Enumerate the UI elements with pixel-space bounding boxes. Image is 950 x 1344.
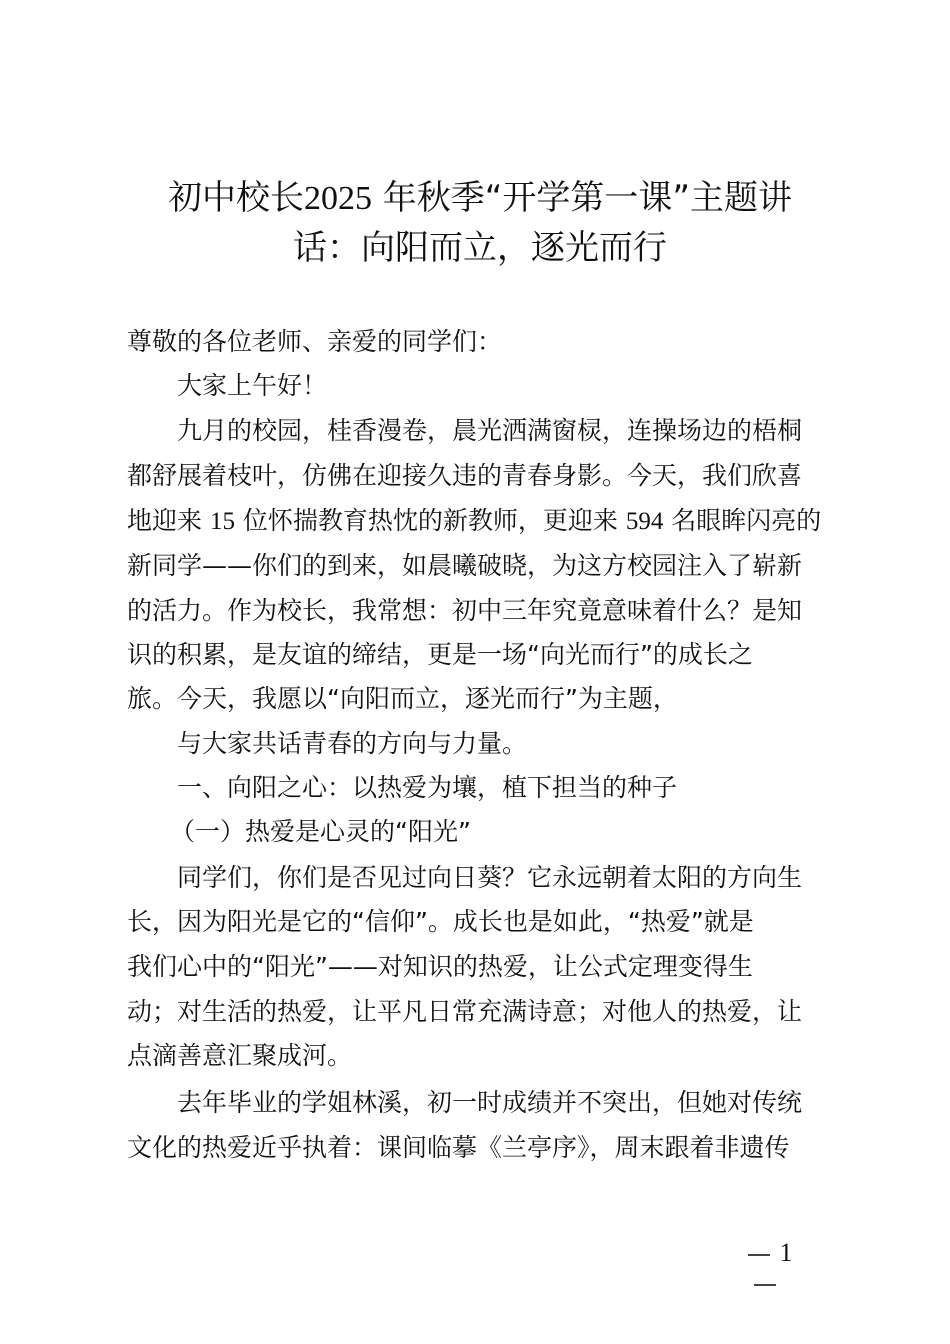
page-number: 1 bbox=[779, 1238, 793, 1267]
new-student-count: 594 bbox=[625, 508, 664, 535]
paragraph-1-line: 新同学——你们的到来，如晨曦破晓，为这方校园注入了崭新 bbox=[127, 551, 803, 580]
paragraph-1-line: 九月的校园，桂香漫卷，晨光洒满窗棂，连操场边的梧桐 bbox=[177, 416, 803, 445]
text: 位怀揣教育热忱的新教师，更迎来 bbox=[234, 506, 626, 535]
subsection-heading: （一）热爱是心灵的“阳光” bbox=[170, 817, 471, 846]
paragraph-4-line: 去年毕业的学姐林溪，初一时成绩并不突出，但她对传统 bbox=[177, 1088, 803, 1117]
paragraph-1-line: 识的积累，是友谊的缔结，更是一场“向光而行”的成长之 bbox=[127, 640, 753, 669]
paragraph-1-line: 的活力。作为校长，我常想：初中三年究竟意味着什么？是知 bbox=[127, 596, 803, 625]
paragraph-3-line: 我们心中的“阳光”——对知识的热爱，让公式定理变得生 bbox=[127, 952, 753, 981]
new-teacher-count: 15 bbox=[209, 508, 235, 535]
paragraph-3-line: 长，因为阳光是它的“信仰”。成长也是如此，“热爱”就是 bbox=[127, 907, 754, 936]
document-title-line-2: 话：向阳而立，逐光而行 bbox=[293, 228, 667, 268]
greeting: 大家上午好！ bbox=[177, 371, 328, 400]
dash-decoration bbox=[748, 1254, 770, 1256]
paragraph-2: 与大家共话青春的方向与力量。 bbox=[177, 729, 528, 758]
paragraph-3-line: 动；对生活的热爱，让平凡日常充满诗意；对他人的热爱，让 bbox=[127, 997, 803, 1026]
dash-decoration bbox=[754, 1284, 776, 1286]
title-text: 年秋季“开学第一课”主题讲 bbox=[371, 178, 793, 218]
title-text: 初中校长 bbox=[167, 178, 304, 218]
paragraph-1-line: 都舒展着枝叶，仿佛在迎接久违的青春身影。今天，我们欣喜 bbox=[127, 461, 803, 490]
paragraph-3-line: 点滴善意汇聚成河。 bbox=[127, 1041, 353, 1070]
salutation: 尊敬的各位老师、亲爱的同学们： bbox=[127, 327, 503, 356]
document-title-line-1 bbox=[120, 173, 840, 224]
title-year: 2025 bbox=[303, 180, 372, 217]
paragraph-3-line: 同学们，你们是否见过向日葵？它永远朝着太阳的方向生 bbox=[177, 863, 803, 892]
text: 名眼眸闪亮的 bbox=[663, 506, 822, 535]
section-heading: 一、向阳之心：以热爱为壤，植下担当的种子 bbox=[177, 773, 678, 802]
page-number-footer bbox=[720, 1238, 810, 1298]
paragraph-1-line: 旅。今天，我愿以“向阳而立，逐光而行”为主题， bbox=[127, 684, 678, 713]
paragraph-1-line bbox=[127, 506, 847, 537]
paragraph-4-line: 文化的热爱近乎执着：课间临摹《兰亭序》，周末跟着非遗传 bbox=[127, 1133, 790, 1162]
text: 地迎来 bbox=[127, 506, 210, 535]
